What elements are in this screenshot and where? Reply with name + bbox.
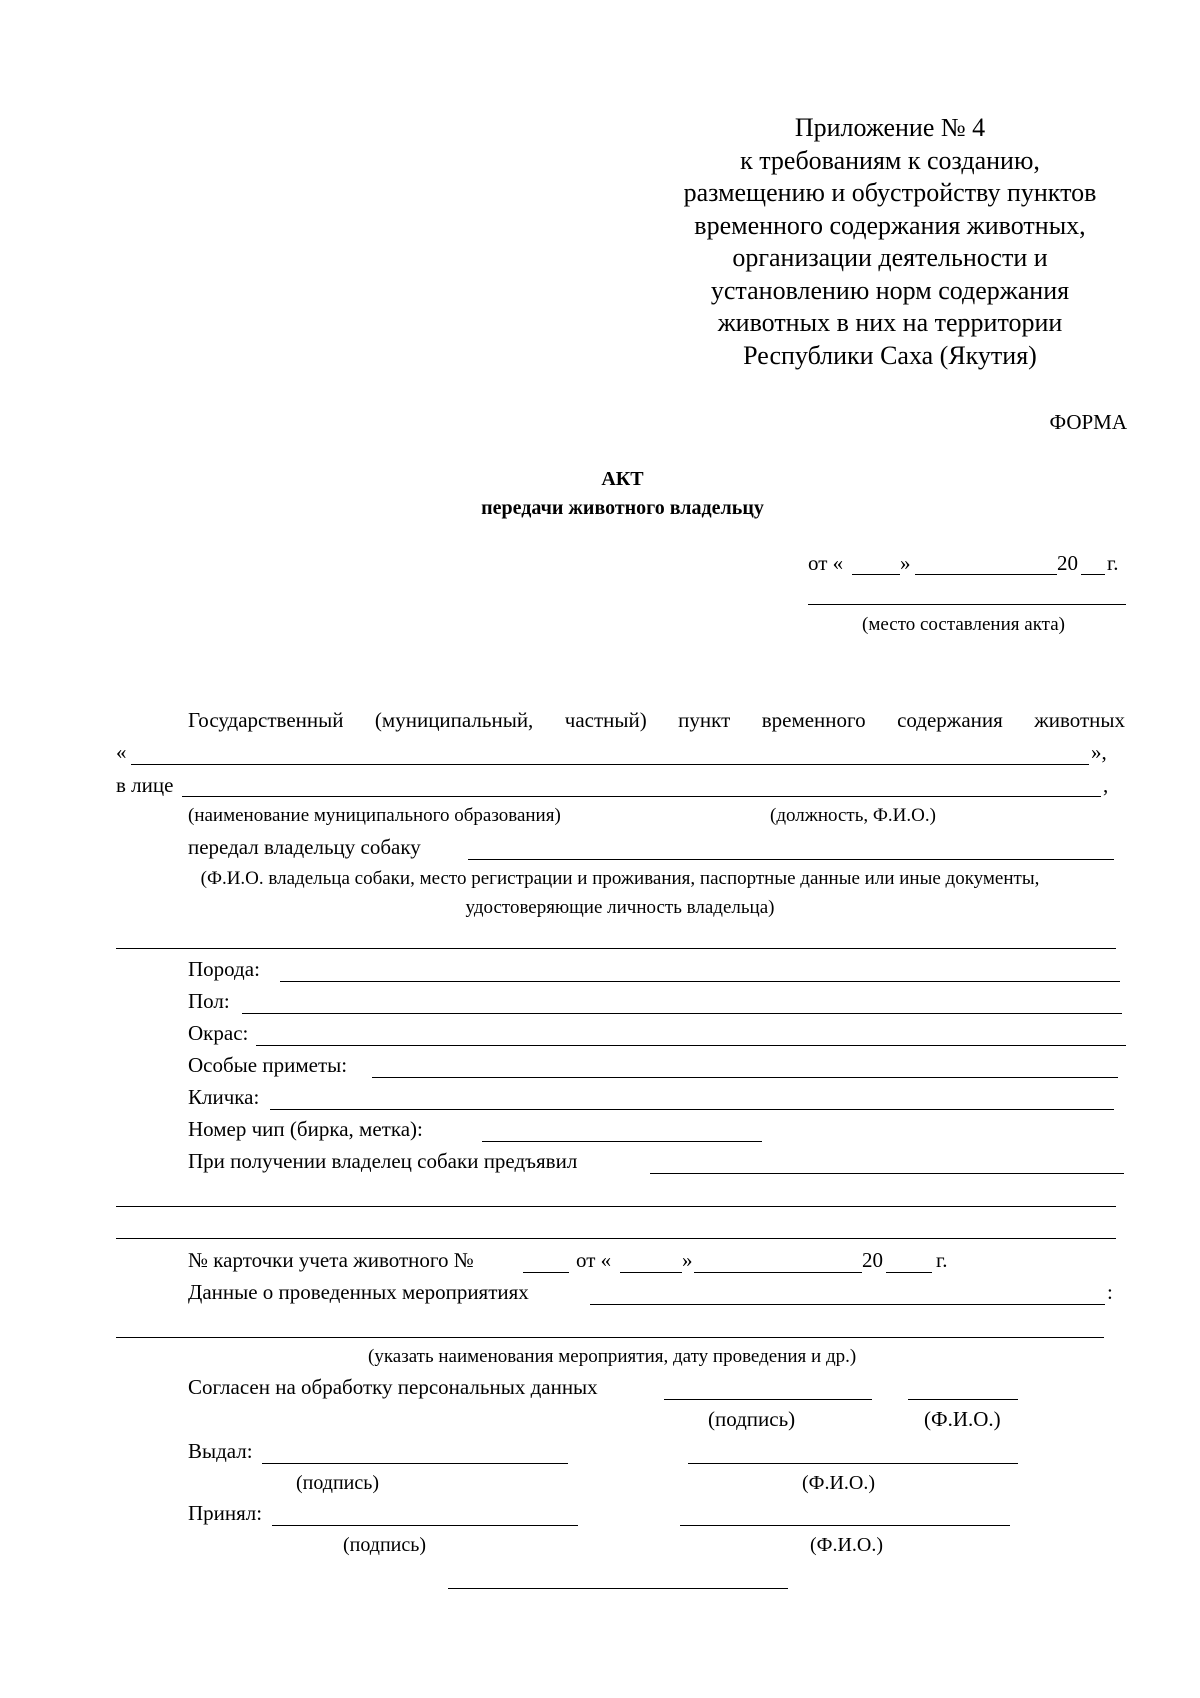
issued-label: Выдал: [188, 1439, 253, 1463]
handed-dog-label: передал владельцу собаку [188, 835, 421, 859]
owner-field-continued[interactable] [116, 948, 1116, 949]
owner-caption-1: (Ф.И.О. владельца собаки, место регистрации и проживания, паспортные данные или иные документы, [200, 868, 1040, 889]
date-quote-close: » [900, 551, 911, 575]
issued-name-caption: (Ф.И.О.) [802, 1472, 876, 1494]
caption-position: (должность, Ф.И.О.) [770, 805, 936, 826]
representative-field[interactable] [182, 796, 1101, 797]
breed-field[interactable] [280, 981, 1120, 982]
received-label: Принял: [188, 1501, 263, 1525]
place-caption: (место составления акта) [862, 614, 1065, 635]
issued-signature-caption: (подпись) [296, 1472, 380, 1494]
presented-field-continued-2[interactable] [116, 1238, 1116, 1239]
card-from: от « [576, 1248, 612, 1272]
appendix-line: установлению норм содержания [710, 275, 1070, 305]
nickname-field[interactable] [270, 1109, 1114, 1110]
card-year-field[interactable] [886, 1272, 932, 1273]
month-field[interactable] [915, 574, 1057, 575]
year-suffix: г. [1107, 551, 1119, 575]
consent-signature-caption: (подпись) [708, 1407, 796, 1431]
card-month-field[interactable] [694, 1272, 862, 1273]
date-from: от « [808, 551, 844, 575]
measures-field-continued[interactable] [116, 1337, 1104, 1338]
year-prefix: 20 [1057, 551, 1078, 575]
chip-label: Номер чип (бирка, метка): [188, 1117, 423, 1141]
appendix-line: Республики Саха (Якутия) [743, 340, 1037, 370]
form-label: ФОРМА [1049, 410, 1127, 434]
received-name-field[interactable] [680, 1525, 1010, 1526]
appendix-header [630, 112, 1150, 372]
quote-open: « [116, 740, 127, 764]
sex-label: Пол: [188, 989, 230, 1013]
marks-field[interactable] [372, 1077, 1118, 1078]
received-name-caption: (Ф.И.О.) [810, 1534, 884, 1556]
document-title: АКТ [601, 468, 644, 490]
measures-field[interactable] [590, 1304, 1105, 1305]
measures-colon: : [1107, 1280, 1113, 1304]
facility-name-field[interactable] [131, 764, 1089, 765]
card-number-field[interactable] [523, 1272, 569, 1273]
presented-label: При получении владелец собаки предъявил [188, 1149, 578, 1173]
measures-caption: (указать наименования мероприятия, дату проведения и др.) [368, 1346, 857, 1367]
card-label: № карточки учета животного № [188, 1248, 474, 1272]
consent-label: Согласен на обработку персональных данных [188, 1375, 598, 1399]
consent-name-field[interactable] [908, 1399, 1018, 1400]
received-signature-caption: (подпись) [343, 1534, 427, 1556]
received-signature-field[interactable] [272, 1525, 578, 1526]
comma: , [1103, 773, 1109, 797]
card-year-prefix: 20 [862, 1248, 883, 1272]
presented-field-continued-1[interactable] [116, 1206, 1116, 1207]
closing-separator [448, 1588, 788, 1589]
caption-municipality: (наименование муниципального образования) [188, 805, 561, 826]
year-field[interactable] [1081, 574, 1105, 575]
color-field[interactable] [256, 1045, 1126, 1046]
issued-signature-field[interactable] [262, 1463, 568, 1464]
sex-field[interactable] [242, 1013, 1122, 1014]
day-field[interactable] [852, 574, 900, 575]
issued-name-field[interactable] [688, 1463, 1018, 1464]
measures-label: Данные о проведенных мероприятиях [188, 1280, 529, 1304]
appendix-line: временного содержания животных, [694, 210, 1086, 240]
consent-signature-field[interactable] [664, 1399, 872, 1400]
appendix-line: животных в них на территории [717, 308, 1063, 337]
owner-caption-2: удостоверяющие личность владельца) [465, 897, 775, 918]
appendix-number: Приложение № 4 [794, 113, 986, 142]
card-day-field[interactable] [620, 1272, 682, 1273]
intro-text: Государственный (муниципальный, частный) пункт временного содержания животных [188, 708, 1125, 732]
appendix-line: организации деятельности и [732, 243, 1048, 272]
chip-field[interactable] [482, 1141, 762, 1142]
nickname-label: Кличка: [188, 1085, 260, 1109]
breed-label: Порода: [188, 957, 260, 981]
card-quote-close: » [682, 1248, 693, 1272]
quote-close: », [1091, 740, 1107, 764]
appendix-line: к требованиям к созданию, [740, 145, 1040, 175]
card-year-suffix: г. [936, 1248, 948, 1272]
owner-field[interactable] [468, 859, 1114, 860]
represented-label: в лице [116, 773, 174, 797]
color-label: Окрас: [188, 1021, 249, 1045]
appendix-line: размещению и обустройству пунктов [683, 178, 1097, 207]
marks-label: Особые приметы: [188, 1053, 348, 1077]
document-subtitle: передачи животного владельцу [481, 497, 764, 519]
presented-field[interactable] [650, 1173, 1124, 1174]
place-field[interactable] [808, 604, 1126, 605]
consent-name-caption: (Ф.И.О.) [924, 1407, 1001, 1431]
